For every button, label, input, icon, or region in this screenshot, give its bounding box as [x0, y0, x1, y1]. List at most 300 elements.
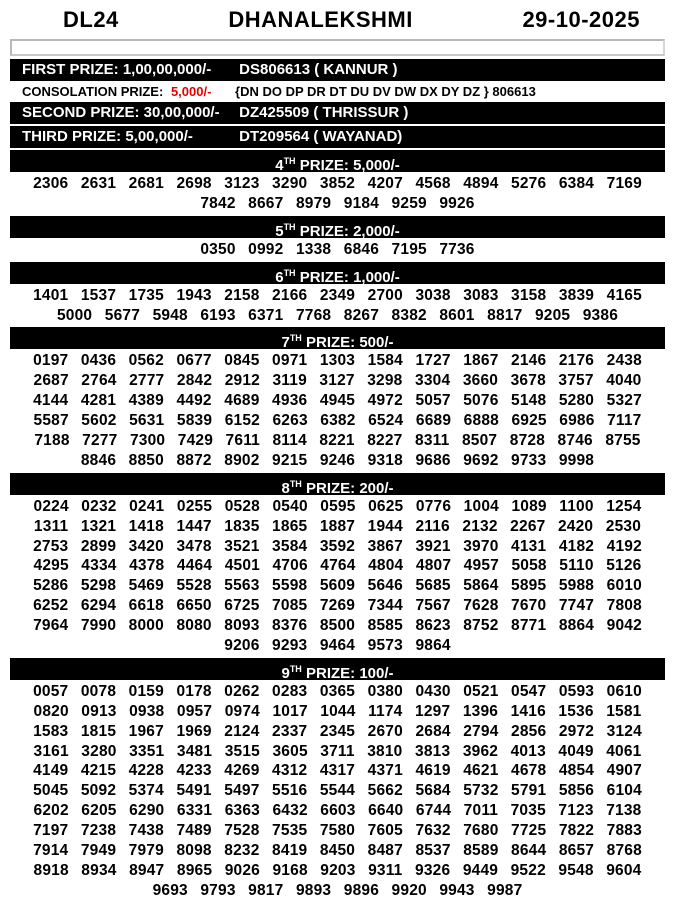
- header: [0, 0, 675, 36]
- winning-number: 8947: [129, 861, 165, 879]
- second-prize-band: [10, 102, 665, 124]
- 7th-prize-number-row: [0, 431, 675, 451]
- winning-number: 8850: [128, 451, 164, 469]
- winning-number: 9604: [606, 861, 642, 879]
- winning-number: 2670: [367, 722, 403, 740]
- winning-number: 8487: [367, 841, 403, 859]
- winning-number: 6432: [272, 802, 308, 820]
- winning-number: 4192: [606, 537, 642, 555]
- 9th-prize-number-row: [0, 761, 675, 781]
- winning-number: 5988: [558, 577, 595, 595]
- winning-number: 7580: [319, 822, 356, 840]
- winning-number: 7277: [82, 431, 118, 449]
- winning-number: 7914: [33, 841, 69, 859]
- winning-number: 0178: [176, 682, 212, 700]
- winning-number: 5677: [104, 306, 141, 324]
- winning-number: 5839: [176, 412, 213, 430]
- winning-number: 0593: [558, 682, 595, 700]
- winning-number: 3867: [367, 537, 403, 555]
- winning-number: 1174: [368, 702, 403, 720]
- winning-number: 7725: [511, 822, 547, 840]
- winning-number: 6640: [368, 802, 404, 820]
- winning-number: 3038: [415, 286, 451, 304]
- winning-number: 2124: [224, 722, 260, 740]
- winning-number: 7822: [558, 822, 595, 840]
- winning-number: 0197: [33, 352, 69, 370]
- winning-number: 7605: [367, 822, 403, 840]
- winning-number: 3420: [128, 537, 164, 555]
- consolation-row: [10, 83, 665, 100]
- winning-number: 2794: [463, 722, 499, 740]
- draw-date: 29-10-2025: [522, 7, 640, 32]
- winning-number: 8450: [319, 841, 356, 859]
- winning-number: 8311: [415, 431, 450, 449]
- winning-number: 0430: [415, 682, 451, 700]
- blank-strip: [10, 39, 665, 56]
- winning-number: 5092: [80, 782, 117, 800]
- winning-number: 7085: [272, 597, 308, 615]
- 8th-prize-number-row: [0, 616, 675, 636]
- winning-number: 5662: [367, 782, 403, 800]
- winning-number: 7117: [607, 412, 642, 430]
- winning-number: 8221: [319, 431, 355, 449]
- winning-number: 6986: [559, 412, 595, 430]
- winning-number: 9203: [320, 861, 356, 879]
- winning-number: 4854: [558, 762, 595, 780]
- winning-number: 4040: [606, 372, 642, 390]
- winning-number: 3083: [463, 286, 499, 304]
- consolation-label: CONSOLATION PRIZE:: [22, 84, 164, 99]
- winning-number: 6689: [415, 412, 452, 430]
- winning-number: 3123: [224, 174, 260, 192]
- winning-number: 1447: [176, 517, 212, 535]
- winning-number: 5684: [415, 782, 451, 800]
- winning-number: 2116: [415, 517, 450, 535]
- 9th-prize-number-row: [0, 841, 675, 861]
- winning-number: 8667: [248, 194, 284, 212]
- winning-number: 3584: [272, 537, 308, 555]
- winning-number: 7528: [224, 822, 260, 840]
- consolation-amount: 5,000/-: [170, 84, 212, 99]
- winning-number: 3711: [320, 742, 355, 760]
- winning-number: 0913: [81, 702, 117, 720]
- 9th-prize-header: 9TH PRIZE: 100/-: [10, 658, 665, 680]
- winning-number: 6294: [80, 597, 117, 615]
- winning-number: 9548: [558, 861, 594, 879]
- 8th-prize-number-row: [0, 596, 675, 616]
- winning-number: 9896: [343, 881, 380, 899]
- winning-number: 8752: [463, 617, 499, 635]
- winning-number: 0992: [248, 240, 284, 258]
- winning-number: 8934: [81, 861, 117, 879]
- winning-number: 9326: [415, 861, 451, 879]
- winning-number: 5598: [272, 577, 308, 595]
- winning-number: 1338: [295, 240, 332, 258]
- winning-number: 0974: [224, 702, 260, 720]
- winning-number: 6290: [129, 802, 165, 820]
- winning-number: 7438: [128, 822, 164, 840]
- winning-number: 8657: [558, 841, 595, 859]
- winning-number: 6205: [81, 802, 117, 820]
- winning-number: 0350: [200, 240, 236, 258]
- winning-number: 9184: [343, 194, 380, 212]
- 4th-prize-header: 4TH PRIZE: 5,000/-: [10, 150, 665, 172]
- winning-number: 7883: [606, 822, 642, 840]
- winning-number: 3351: [129, 742, 165, 760]
- third-prize-ticket: DT209564 ( WAYANAD): [239, 128, 403, 145]
- winning-number: 8601: [439, 306, 475, 324]
- winning-number: 9449: [462, 861, 499, 879]
- winning-number: 1418: [128, 517, 164, 535]
- winning-number: 7535: [272, 822, 308, 840]
- winning-number: 9864: [415, 636, 451, 654]
- winning-number: 7238: [80, 822, 117, 840]
- consolation-series: {DN DO DP DR DT DU DV DW DX DY DZ } 806613: [235, 84, 536, 99]
- winning-number: 6371: [248, 306, 284, 324]
- prize-sections: [0, 150, 675, 901]
- winning-number: 8000: [128, 617, 164, 635]
- 9th-prize-number-row: [0, 801, 675, 821]
- winning-number: 2306: [33, 174, 69, 192]
- winning-number: 7011: [463, 802, 499, 820]
- winning-number: 3124: [606, 722, 642, 740]
- winning-number: 3839: [558, 286, 595, 304]
- third-prize-band: [10, 126, 665, 148]
- winning-number: 2777: [129, 372, 165, 390]
- winning-number: 4371: [367, 762, 403, 780]
- winning-number: 0562: [128, 352, 164, 370]
- winning-number: 7169: [606, 174, 642, 192]
- winning-number: 8080: [176, 617, 212, 635]
- winning-number: 0283: [272, 682, 308, 700]
- winning-number: 2337: [272, 722, 308, 740]
- winning-number: 1311: [33, 517, 69, 535]
- winning-number: 2912: [224, 372, 260, 390]
- winning-number: 3678: [510, 372, 546, 390]
- 8th-prize-header: 8TH PRIZE: 200/-: [10, 473, 665, 495]
- winning-number: 7138: [606, 802, 642, 820]
- winning-number: 7680: [463, 822, 499, 840]
- winning-number: 1835: [224, 517, 260, 535]
- winning-number: 7632: [415, 822, 451, 840]
- winning-number: 6193: [200, 306, 236, 324]
- winning-number: 4149: [33, 762, 69, 780]
- winning-number: 9686: [415, 451, 451, 469]
- winning-number: 8267: [343, 306, 380, 324]
- winning-number: 6603: [320, 802, 356, 820]
- winning-number: 9318: [367, 451, 403, 469]
- winning-number: 8382: [391, 306, 427, 324]
- winning-number: 7300: [129, 431, 166, 449]
- winning-number: 4764: [320, 557, 356, 575]
- winning-number: 8114: [272, 431, 307, 449]
- 6th-prize-header: 6TH PRIZE: 1,000/-: [10, 262, 665, 284]
- winning-number: 0241: [129, 497, 165, 515]
- 6th-prize-number-row: [0, 306, 675, 326]
- winning-number: 2681: [128, 174, 164, 192]
- winning-number: 7842: [200, 194, 236, 212]
- winning-number: 5374: [128, 782, 164, 800]
- winning-number: 4295: [33, 557, 69, 575]
- winning-number: 5563: [224, 577, 260, 595]
- winning-number: 4568: [415, 174, 451, 192]
- winning-number: 9259: [391, 194, 427, 212]
- 9th-prize-number-row: [0, 682, 675, 702]
- winning-number: 1944: [367, 517, 403, 535]
- 9th-prize-number-row: [0, 702, 675, 722]
- winning-number: 7344: [367, 597, 403, 615]
- winning-number: 1100: [559, 497, 594, 515]
- winning-number: 9215: [272, 451, 308, 469]
- winning-number: 0078: [80, 682, 117, 700]
- winning-number: 2438: [606, 352, 642, 370]
- winning-number: 3304: [415, 372, 451, 390]
- winning-number: 4317: [319, 762, 356, 780]
- winning-number: 7747: [558, 597, 595, 615]
- winning-number: 7035: [510, 802, 546, 820]
- winning-number: 9817: [248, 881, 284, 899]
- 7th-prize-header: 7TH PRIZE: 500/-: [10, 327, 665, 349]
- winning-number: 0262: [224, 682, 260, 700]
- winning-number: 3290: [272, 174, 308, 192]
- winning-number: 4678: [511, 762, 547, 780]
- winning-number: 9168: [272, 861, 308, 879]
- winning-number: 9893: [295, 881, 332, 899]
- winning-number: 5280: [558, 392, 595, 410]
- winning-number: 7768: [295, 306, 332, 324]
- winning-number: 9311: [368, 861, 403, 879]
- 7th-prize-number-row: [0, 351, 675, 371]
- winning-number: 2700: [367, 286, 403, 304]
- winning-number: 9464: [319, 636, 356, 654]
- winning-number: 3962: [462, 742, 499, 760]
- winning-number: 4281: [80, 392, 117, 410]
- winning-number: 3478: [176, 537, 212, 555]
- winning-number: 0224: [33, 497, 69, 515]
- winning-number: 0232: [81, 497, 117, 515]
- winning-number: 8755: [605, 431, 641, 449]
- winning-number: 7611: [225, 431, 260, 449]
- winning-number: 5058: [511, 557, 547, 575]
- winning-number: 2158: [224, 286, 260, 304]
- winning-number: 8098: [176, 841, 212, 859]
- winning-number: 4269: [224, 762, 260, 780]
- winning-number: 1537: [80, 286, 117, 304]
- winning-number: 4312: [272, 762, 308, 780]
- winning-number: 6846: [343, 240, 380, 258]
- winning-number: 8507: [461, 431, 498, 449]
- winning-number: 8902: [224, 451, 260, 469]
- winning-number: 8872: [176, 451, 212, 469]
- winning-number: 7990: [80, 617, 117, 635]
- winning-number: 2631: [80, 174, 117, 192]
- winning-number: 5895: [511, 577, 547, 595]
- 9th-prize-number-row: [0, 821, 675, 841]
- winning-number: 9693: [152, 881, 188, 899]
- winning-number: 8500: [319, 617, 356, 635]
- 4th-prize-number-row: [0, 194, 675, 214]
- winning-number: 7269: [319, 597, 356, 615]
- winning-number: 4894: [463, 174, 499, 192]
- winning-number: 0528: [224, 497, 260, 515]
- winning-number: 7567: [415, 597, 451, 615]
- winning-number: 0436: [80, 352, 117, 370]
- winning-number: 3813: [415, 742, 451, 760]
- winning-number: 1254: [606, 497, 642, 515]
- page-title: DHANALEKSHMI: [228, 7, 413, 32]
- winning-number: 7670: [511, 597, 547, 615]
- winning-number: 8589: [463, 841, 499, 859]
- winning-number: 7949: [80, 841, 117, 859]
- winning-number: 9793: [200, 881, 236, 899]
- winning-number: 9692: [463, 451, 499, 469]
- winning-number: 9386: [582, 306, 619, 324]
- winning-number: 8846: [80, 451, 117, 469]
- winning-number: 1727: [415, 352, 451, 370]
- winning-number: 5587: [33, 412, 69, 430]
- winning-number: 3660: [462, 372, 499, 390]
- winning-number: 4207: [367, 174, 403, 192]
- winning-number: 8537: [415, 841, 451, 859]
- winning-number: 5602: [81, 412, 117, 430]
- winning-number: 2132: [462, 517, 498, 535]
- 8th-prize-number-row: [0, 576, 675, 596]
- winning-number: 4228: [128, 762, 164, 780]
- winning-number: 1321: [80, 517, 117, 535]
- winning-number: 1584: [367, 352, 403, 370]
- winning-number: 7736: [439, 240, 475, 258]
- winning-number: 5276: [511, 174, 547, 192]
- winning-number: 8728: [509, 431, 546, 449]
- winning-number: 7964: [33, 617, 69, 635]
- winning-number: 3970: [463, 537, 499, 555]
- winning-number: 9943: [439, 881, 475, 899]
- second-prize-label: SECOND PRIZE: 30,00,000/-: [22, 104, 220, 121]
- 8th-prize-number-row: [0, 556, 675, 576]
- winning-number: 8093: [224, 617, 260, 635]
- 9th-prize-number-row: [0, 722, 675, 742]
- winning-number: 0540: [272, 497, 308, 515]
- winning-number: 6363: [224, 802, 260, 820]
- winning-number: 6331: [176, 802, 213, 820]
- winning-number: 2166: [272, 286, 308, 304]
- winning-number: 1969: [176, 722, 212, 740]
- winning-number: 5000: [56, 306, 93, 324]
- winning-number: 7197: [33, 822, 69, 840]
- second-prize-ticket: DZ425509 ( THRISSUR ): [239, 104, 409, 121]
- winning-number: 9206: [224, 636, 260, 654]
- winning-number: 0521: [463, 682, 499, 700]
- winning-number: 5864: [463, 577, 499, 595]
- winning-number: 2146: [511, 352, 547, 370]
- winning-number: 1303: [319, 352, 356, 370]
- winning-number: 4957: [463, 557, 499, 575]
- 4th-prize-number-row: [0, 174, 675, 194]
- winning-number: 1297: [415, 702, 451, 720]
- winning-number: 4945: [319, 392, 356, 410]
- winning-number: 0677: [176, 352, 212, 370]
- winning-number: 4936: [272, 392, 308, 410]
- winning-number: 8864: [558, 617, 595, 635]
- winning-number: 1401: [33, 286, 69, 304]
- winning-number: 4378: [129, 557, 165, 575]
- winning-number: 1867: [463, 352, 499, 370]
- winning-number: 3921: [415, 537, 451, 555]
- winning-number: 9026: [224, 861, 260, 879]
- winning-number: 0625: [368, 497, 404, 515]
- winning-number: 9733: [511, 451, 547, 469]
- winning-number: 3280: [81, 742, 117, 760]
- winning-number: 4621: [463, 762, 499, 780]
- winning-number: 4972: [367, 392, 403, 410]
- winning-number: 1967: [128, 722, 164, 740]
- 7th-prize-number-row: [0, 371, 675, 391]
- winning-number: 0255: [176, 497, 213, 515]
- 9th-prize-number-row: [0, 742, 675, 762]
- winning-number: 4061: [606, 742, 642, 760]
- winning-number: 1815: [80, 722, 117, 740]
- winning-number: 1416: [510, 702, 546, 720]
- winning-number: 3127: [319, 372, 355, 390]
- winning-number: 9573: [367, 636, 403, 654]
- winning-number: 3119: [272, 372, 307, 390]
- winning-number: 7429: [177, 431, 214, 449]
- winning-number: 5110: [559, 557, 594, 575]
- winning-number: 8979: [295, 194, 332, 212]
- winning-number: 1583: [33, 722, 69, 740]
- winning-number: 5732: [463, 782, 499, 800]
- winning-number: 1044: [320, 702, 356, 720]
- winning-number: 9293: [272, 636, 308, 654]
- 6th-prize-number-row: [0, 286, 675, 306]
- winning-number: 4215: [80, 762, 117, 780]
- winning-number: 4492: [176, 392, 212, 410]
- winning-number: 8746: [557, 431, 593, 449]
- winning-number: 4165: [606, 286, 642, 304]
- winning-number: 5057: [415, 392, 451, 410]
- winning-number: 4464: [176, 557, 213, 575]
- winning-number: 6524: [368, 412, 404, 430]
- winning-number: 0547: [511, 682, 547, 700]
- winning-number: 6202: [33, 802, 69, 820]
- 7th-prize-number-row: [0, 411, 675, 431]
- winning-number: 0820: [33, 702, 69, 720]
- winning-number: 7123: [558, 802, 594, 820]
- winning-number: 8376: [272, 617, 308, 635]
- winning-number: 1865: [272, 517, 308, 535]
- winning-number: 5497: [224, 782, 260, 800]
- 7th-prize-number-row: [0, 451, 675, 471]
- winning-number: 5544: [319, 782, 356, 800]
- winning-number: 6925: [511, 412, 547, 430]
- winning-number: 2972: [558, 722, 595, 740]
- winning-number: 4807: [415, 557, 452, 575]
- winning-number: 0610: [606, 682, 642, 700]
- winning-number: 8918: [33, 861, 69, 879]
- winning-number: 2684: [415, 722, 451, 740]
- winning-number: 6382: [320, 412, 356, 430]
- winning-number: 2856: [511, 722, 547, 740]
- winning-number: 6152: [224, 412, 260, 430]
- winning-number: 5646: [367, 577, 403, 595]
- winning-number: 0159: [128, 682, 164, 700]
- winning-number: 6888: [463, 412, 499, 430]
- winning-number: 5045: [33, 782, 69, 800]
- 9th-prize-number-row: [0, 881, 675, 901]
- 9th-prize-number-row: [0, 861, 675, 881]
- 7th-prize-number-row: [0, 391, 675, 411]
- winning-number: 8771: [511, 617, 547, 635]
